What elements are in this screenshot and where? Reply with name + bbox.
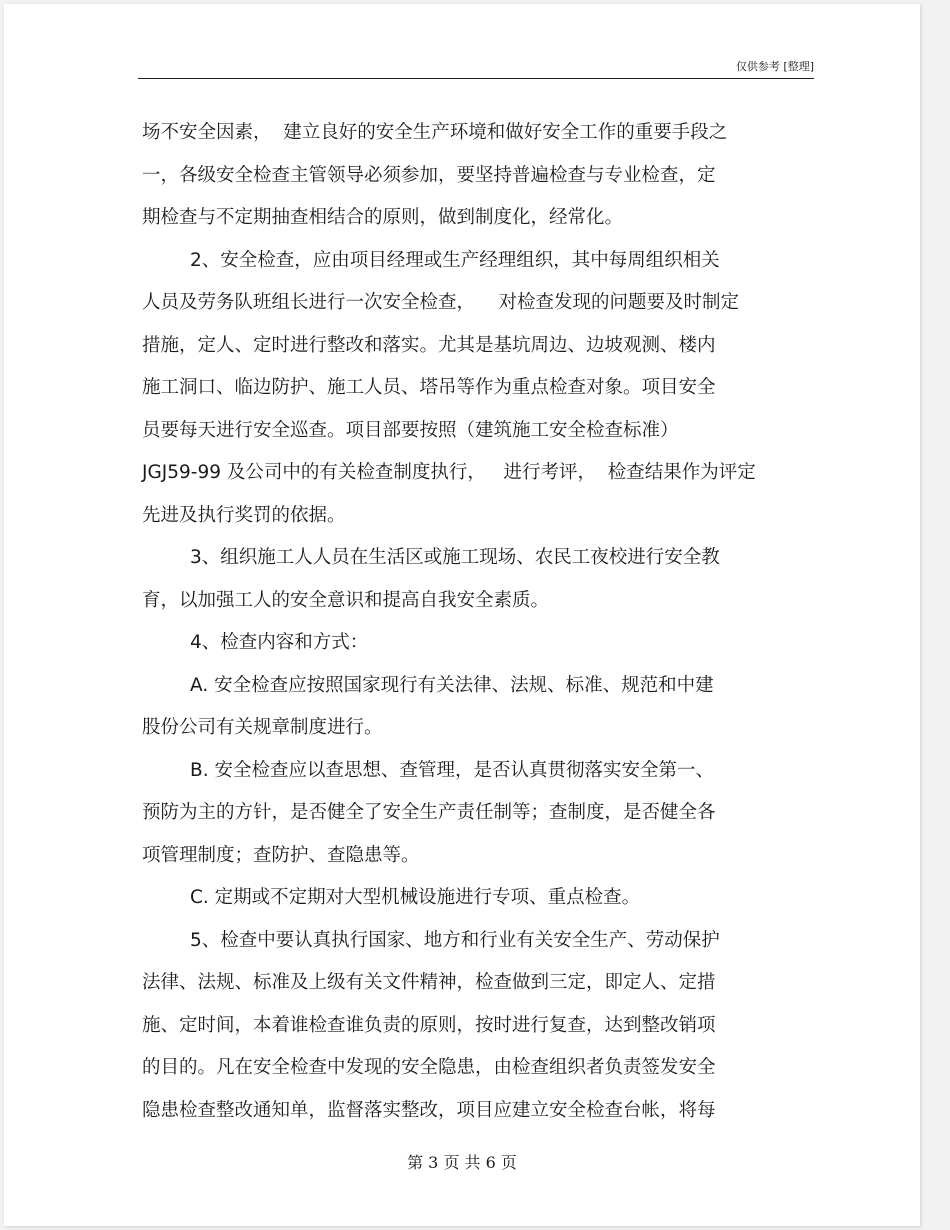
page-header: 仅供参考 [整理] [138,56,814,79]
text-line: 施工洞口、临边防护、施工人员、塔吊等作为重点检查对象。项目安全 [142,377,716,398]
text-line: 的目的。凡在安全检查中发现的安全隐患，由检查组织者负责签发安全 [142,1057,716,1078]
text-line: 期检查与不定期抽查相结合的原则，做到制度化，经常化。 [142,207,624,228]
text-line: 一，各级安全检查主管领导必须参加，要坚持普遍检查与专业检查，定 [142,164,716,186]
text-line: 4、检查内容和方式： [190,632,369,653]
document-body [142,112,818,1132]
text-line: 育，以加强工人的安全意识和提高自我安全素质。 [142,589,550,611]
document-page [4,4,920,1226]
text-line: 3、组织施工人人员在生活区或施工现场、农民工夜校进行安全教 [190,547,720,568]
text-line: C. 定期或不定期对大型机械设施进行专项、重点检查。 [190,887,641,908]
text-line: 先进及执行奖罚的依据。 [142,504,346,526]
text-line: 项管理制度；查防护、查隐患等。 [142,844,420,866]
text-line: 2、安全检查，应由项目经理或生产经理组织，其中每周组织相关 [190,249,720,271]
text-line: 股份公司有关规章制度进行。 [142,717,383,738]
text-line: 隐患检查整改通知单，监督落实整改，项目应建立安全检查台帐，将每 [142,1099,716,1121]
text-line: B. 安全检查应以查思想、查管理，是否认真贯彻落实安全第一、 [190,759,714,781]
text-line: 员要每天进行安全巡查。项目部要按照（建筑施工安全检查标准） [142,419,679,441]
text-line: JGJ59-99 及公司中的有关检查制度执行， 进行考评， 检查结果作为评定 [142,462,756,483]
page-footer: 第 3 页 共 6 页 [407,1153,517,1172]
text-line: 5、检查中要认真执行国家、地方和行业有关安全生产、劳动保护 [190,929,720,951]
text-line: 人员及劳务队班组长进行一次安全检查， 对检查发现的问题要及时制定 [142,292,740,313]
text-line: 预防为主的方针，是否健全了安全生产责任制等；查制度，是否健全各 [142,802,716,823]
text-line: 措施，定人、定时进行整改和落实。尤其是基坑周边、边坡观测、楼内 [142,334,716,356]
text-line: A. 安全检查应按照国家现行有关法律、法规、标准、规范和中建 [190,674,714,696]
text-line: 施、定时间，本着谁检查谁负责的原则，按时进行复查，达到整改销项 [142,1014,716,1036]
text-line: 场不安全因素， 建立良好的安全生产环境和做好安全工作的重要手段之 [142,122,728,143]
text-line: 法律、法规、标准及上级有关文件精神，检查做到三定，即定人、定措 [142,972,716,993]
